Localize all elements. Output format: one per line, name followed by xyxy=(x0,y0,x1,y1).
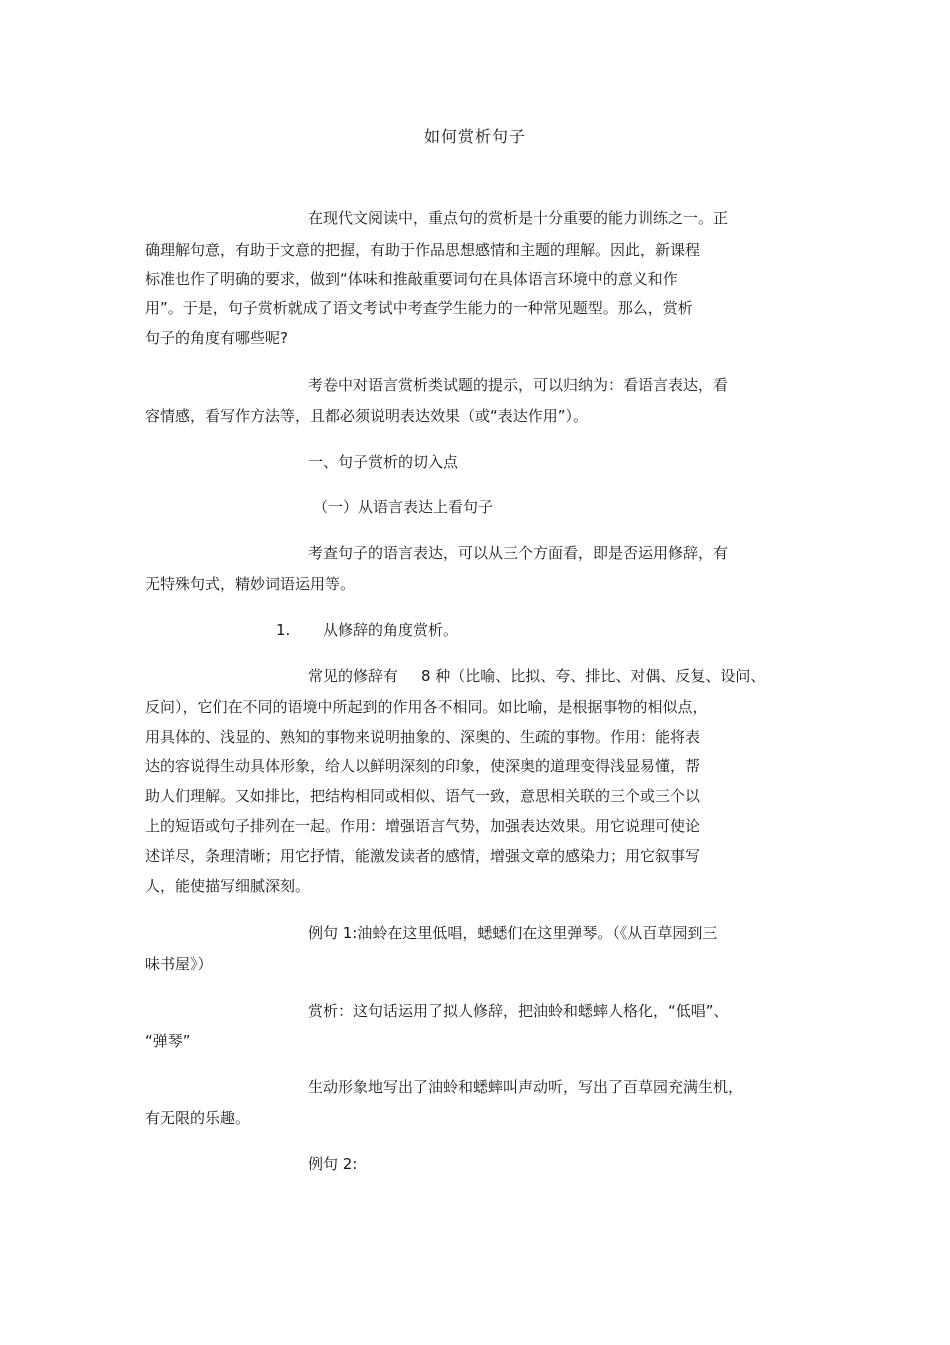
paragraph-line: 考卷中对语言赏析类试题的提示，可以归纳为：看语言表达，看 xyxy=(308,376,729,394)
paragraph-line: 考查句子的语言表达，可以从三个方面看，即是否运用修辞，有 xyxy=(308,544,729,562)
analysis-line: 生动形象地写出了油蛉和蟋蟀叫声动听，写出了百草园充满生机， xyxy=(308,1078,744,1096)
paragraph-line: 容情感，看写作方法等，且都必须说明表达效果（或“表达作用”）。 xyxy=(145,407,589,425)
paragraph-line: 在现代文阅读中，重点句的赏析是十分重要的能力训练之一。正 xyxy=(308,209,729,227)
section-heading: 一、句子赏析的切入点 xyxy=(308,453,459,471)
document-title: 如何赏析句子 xyxy=(423,127,526,146)
example-sentence: 例句 2: xyxy=(308,1155,358,1173)
paragraph-line: 句子的角度有哪些呢? xyxy=(145,329,288,347)
example-sentence: 味书屋》） xyxy=(145,955,213,973)
paragraph-line: 助人们理解。又如排比，把结构相同或相似、语气一致，意思相关联的三个或三个以 xyxy=(145,787,701,805)
paragraph-line: 用”。于是，句子赏析就成了语文考试中考查学生能力的一种常见题型。那么，赏析 xyxy=(145,299,693,317)
paragraph-line: 上的短语或句子排列在一起。作用：增强语言气势，加强表达效果。用它说理可使论 xyxy=(145,817,701,835)
analysis-line: 有无限的乐趣。 xyxy=(145,1109,251,1127)
paragraph-line: 无特殊句式，精妙词语运用等。 xyxy=(145,575,356,593)
paragraph-line: 用具体的、浅显的、熟知的事物来说明抽象的、深奥的、生疏的事物。作用：能将表 xyxy=(145,728,701,746)
list-number: 1. xyxy=(276,621,291,639)
list-item-heading: 从修辞的角度赏析。 xyxy=(323,621,459,639)
subsection-heading: （一）从语言表达上看句子 xyxy=(313,498,494,516)
analysis-line: 赏析：这句话运用了拟人修辞，把油蛉和蟋蟀人格化，“低唱”、 xyxy=(308,1002,729,1020)
analysis-line: “弹琴” xyxy=(145,1032,191,1050)
paragraph-line: 确理解句意，有助于文意的把握，有助于作品思想感情和主题的理解。因此，新课程 xyxy=(145,241,701,259)
paragraph-line: 标准也作了明确的要求，做到“体味和推敲重要词句在具体语言环境中的意义和作 xyxy=(145,270,678,288)
paragraph-line: 人，能使描写细腻深刻。 xyxy=(145,877,311,895)
paragraph-line: 常见的修辞有 xyxy=(308,667,399,685)
example-sentence: 例句 1:油蛉在这里低唱，蟋蟋们在这里弹琴。（《从百草园到三 xyxy=(308,924,718,942)
paragraph-line: 8 种（比喻、比拟、夸、排比、对偶、反复、设问、 xyxy=(421,667,766,685)
paragraph-line: 述详尽，条理清晰；用它抒情，能激发读者的感情，增强文章的感染力；用它叙事写 xyxy=(145,847,701,865)
paragraph-line: 达的容说得生动具体形象，给人以鲜明深刻的印象，使深奥的道理变得浅显易懂，帮 xyxy=(145,757,701,775)
paragraph-line: 反问），它们在不同的语境中所起到的作用各不相同。如比喻，是根据事物的相似点， xyxy=(145,698,708,716)
